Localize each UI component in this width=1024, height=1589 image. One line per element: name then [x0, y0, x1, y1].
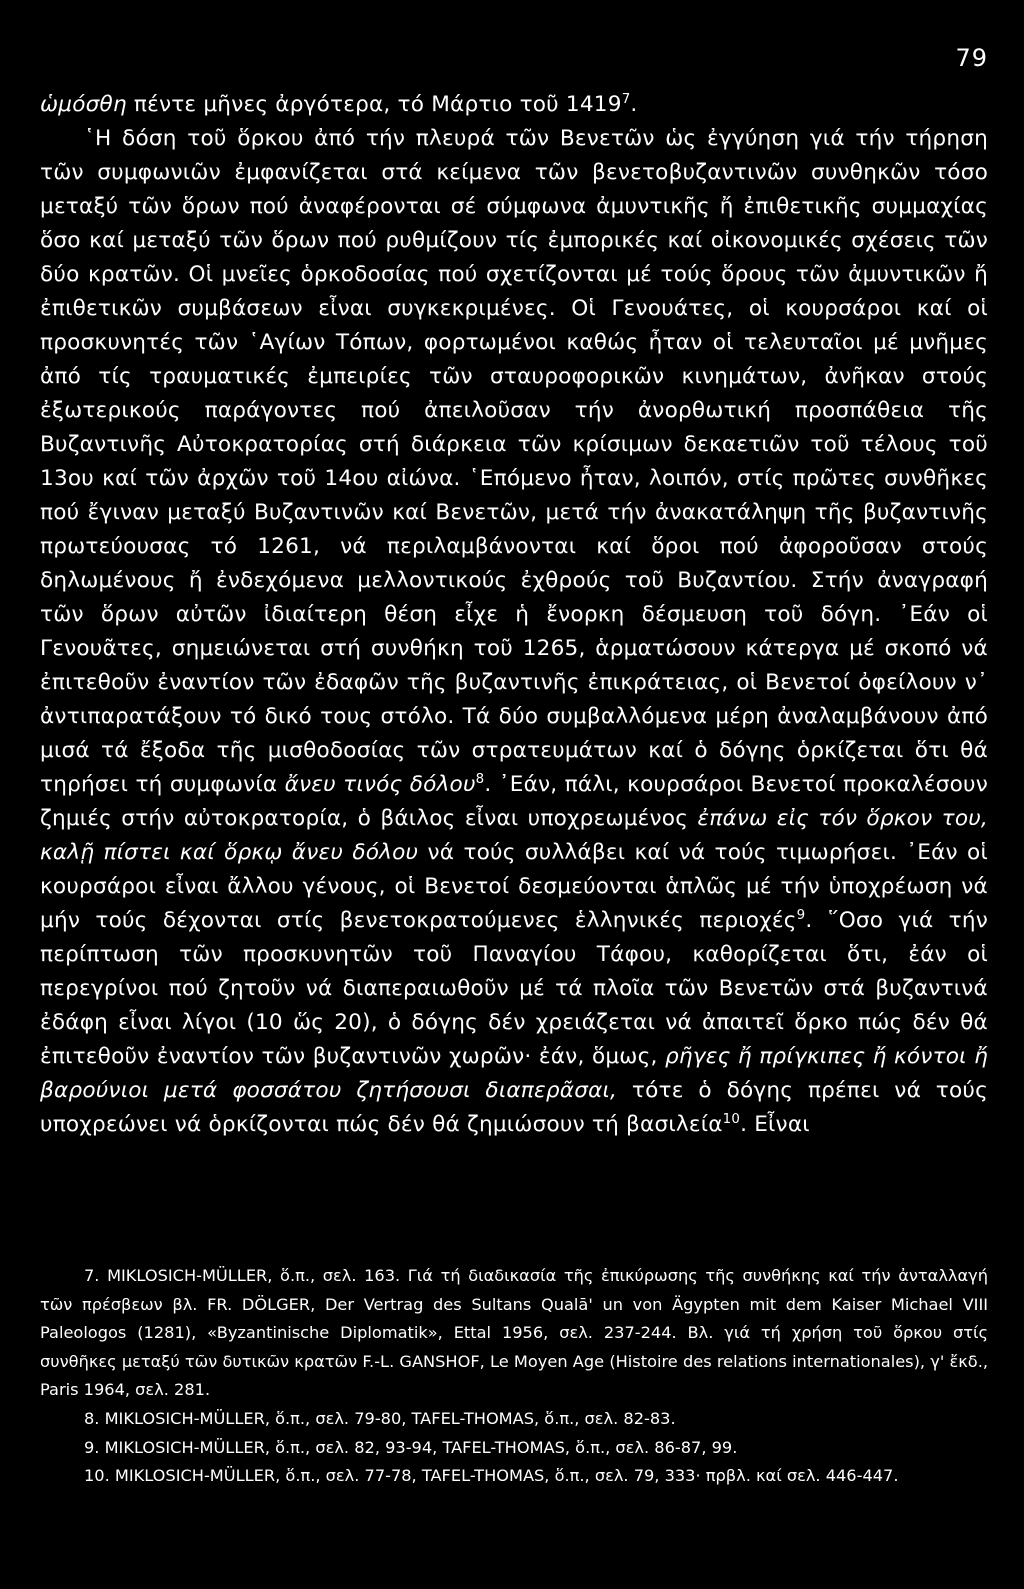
paragraph-text: νά τούς συλλάβει καί νά τούς τιμωρήσει. ᾽Εάν οἱ κουρσάροι εἶναι ἄλλου γένους, οἱ Βενετοί δεσμεύονται ἁπλῶς μέ τήν ὑποχρέωση νά μήν τούς δέχονται στίς βενετοκρατούμενες ἑλληνικές περιοχές — [40, 840, 988, 933]
paragraph-1 — [40, 88, 988, 122]
footnote-7 — [40, 1262, 988, 1405]
body-text — [40, 88, 988, 1142]
italic-text: ἐπάνω εἰς τόν ὅρκον του, καλῇ πίστει καί ὅρκῳ ἄνευ δόλου — [40, 806, 988, 865]
paragraph-text: τότε ὁ δόγης πρέπει νά τούς υποχρεώνει νά ὁρκίζονται πώς δέν θά ζημιώσουν τή βασιλεία — [40, 1078, 988, 1137]
footnote-text: 10. MIKLOSICH-MÜLLER, ὅ.π., σελ. 77-78, TAFEL-THOMAS, ὅ.π., σελ. 79, 333· πρβλ. καί σελ. 446-447. — [84, 1466, 899, 1486]
footnote-ref-9: 9 — [796, 907, 806, 923]
paragraph-text: . Εἶναι — [740, 1112, 810, 1137]
footnote-10 — [40, 1462, 988, 1491]
footnote-text: 8. MIKLOSICH-MÜLLER, ὅ.π., σελ. 79-80, TAFEL-THOMAS, ὅ.π., σελ. 82-83. — [84, 1408, 676, 1428]
italic-text: ὡμόσθη — [40, 92, 127, 117]
page-number: 79 — [955, 44, 988, 72]
paragraph-text: . ᾽Εάν, πάλι, κουρσάροι Βενετοί προκαλέσουν ζημιές στήν αὐτοκρατορία, ὁ βάιλος εἶναι υποχρεωμένος — [40, 772, 988, 831]
paragraph-2 — [40, 122, 988, 1142]
footnote-ref-7: 7 — [621, 91, 631, 107]
italic-text: ἄνευ τινός δόλου — [284, 772, 476, 797]
footnote-ref-8: 8 — [475, 771, 485, 787]
paragraph-text: πέντε μῆνες ἀργότερα, τό Μάρτιο τοῦ 1419 — [126, 92, 622, 117]
footnotes — [40, 1262, 988, 1491]
footnote-ref-10: 10 — [722, 1111, 741, 1127]
paragraph-text: . ῞Οσο γιά τήν περίπτωση τῶν προσκυνητῶν τοῦ Παναγίου Τάφου, καθορίζεται ὅτι, ἐάν οἱ περεγρίνοι πού ζητοῦν νά διαπεραιωθοῦν μέ τά πλοῖα τῶν Βενετῶν στά βυζαντινά ἐδάφη εἶναι λίγοι (10 ὥς 20), ὁ δόγης δέν χρειάζεται νά ἀπαιτεῖ ὅρκο πώς δέν θά ἐπιτεθοῦν ἐναντίον τῶν βυζαντινῶν χωρῶν· ἐάν, ὅμως, — [40, 908, 989, 1069]
footnote-text: 9. MIKLOSICH-MÜLLER, ὅ.π., σελ. 82, 93-94, TAFEL-THOMAS, ὅ.π., σελ. 86-87, 99. — [84, 1437, 738, 1457]
footnote-text: 7. MIKLOSICH-MÜLLER, ὅ.π., σελ. 163. Γιά τή διαδικασία τῆς ἐπικύρωσης τῆς συνθήκης καί τήν ἀνταλλαγή τῶν πρέσβεων βλ. FR. DÖLGER, Der Vertrag des Sultans Qualā' un von Ägypten mit dem Kaiser Michael VIII Paleologos (1281), «Byzantinische Diplomatik», Ettal 1956, σελ. 237-244. Βλ. γιά τή χρήση τοῦ ὅρκου στίς συνθῆκες μεταξύ τῶν δυτικῶν κρατῶν F.-L. GANSHOF, Le Moyen Age (Histoire des relations internationales), γ' ἔκδ., Paris 1964, σελ. 281. — [40, 1266, 988, 1400]
footnote-9 — [40, 1434, 988, 1463]
footnote-8 — [40, 1405, 988, 1434]
paragraph-text: . — [630, 92, 638, 117]
paragraph-text: ῾Η δόση τοῦ ὅρκου ἀπό τήν πλευρά τῶν Βενετῶν ὡς ἐγγύηση γιά τήν τήρηση τῶν συμφωνιῶν ἐμφανίζεται στά κείμενα τῶν βενετοβυζαντινῶν συνθηκῶν τόσο μεταξύ τῶν ὅρων πού ἀναφέρονται σέ σύμφωνα ἀμυντικῆς ἤ ἐπιθετικῆς συμμαχίας ὅσο καί μεταξύ τῶν ὅρων πού ρυθμίζουν τίς ἐμπορικές καί οἰκονομικές σχέσεις τῶν δύο κρατῶν. Οἱ μνεῖες ὁρκοδοσίας πού σχετίζονται μέ τούς ὅρους τῶν ἀμυντικῶν ἤ ἐπιθετικῶν συμβάσεων εἶναι συγκεκριμένες. Οἱ Γενουάτες, οἱ κουρσάροι καί οἱ προσκυνητές τῶν ῾Αγίων Τόπων, φορτωμένοι καθώς ἦταν οἱ τελευταῖοι μέ μνῆμες ἀπό τίς τραυματικές ἐμπειρίες τῶν σταυροφορικῶν κινημάτων, ἀνῆκαν στούς ἐξωτερικούς παράγοντες πού ἀπειλοῦσαν τήν ἀνορθωτική προσπάθεια τῆς Βυζαντινῆς Αὐτοκρατορίας στή διάρκεια τῶν κρίσιμων δεκαετιῶν τοῦ τέλους τοῦ 13ου καί τῶν ἀρχῶν τοῦ 14ου αἰώνα. ῾Επόμενο ἦταν, λοιπόν, στίς πρῶτες συνθῆκες πού ἔγιναν μεταξύ Βυζαντινῶν καί Βενετῶν, μετά τήν ἀνακατάληψη τῆς βυζαντινῆς πρωτεύουσας τό 1261, νά περιλαμβάνονται καί ὅροι πού ἀφοροῦσαν στούς δηλωμένους ἤ ἐνδεχόμενα μελλοντικούς ἐχθρούς τοῦ Βυζαντίου. Στήν ἀναγραφή τῶν ὅρων αὐτῶν ἰδιαίτερη θέση εἶχε ἡ ἔνορκη δέσμευση τοῦ δόγη. ᾽Εάν οἱ Γενουᾶτες, σημειώνεται στή συνθήκη τοῦ 1265, ἁρματώσουν κάτεργα μέ σκοπό νά ἐπιτεθοῦν ἐναντίον τῶν ἐδαφῶν τῆς βυζαντινῆς ἐπικράτειας, οἱ Βενετοί ὀφείλουν ν᾽ ἀντιπαρατάξουν τό δικό τους στόλο. Τά δύο συμβαλλόμενα μέρη ἀναλαμβάνουν ἀπό μισά τά ἔξοδα τῆς μισθοδοσίας τῶν στρατευμάτων καί ὁ δόγης ὁρκίζεται ὅτι θά τηρήσει τή συμφωνία — [40, 126, 988, 797]
italic-text: ρῆγες ἤ πρίγκιπες ἤ κόντοι ἤ βαρούνιοι μετά φοσσάτου ζητήσουσι διαπερᾶσαι, — [40, 1044, 989, 1103]
